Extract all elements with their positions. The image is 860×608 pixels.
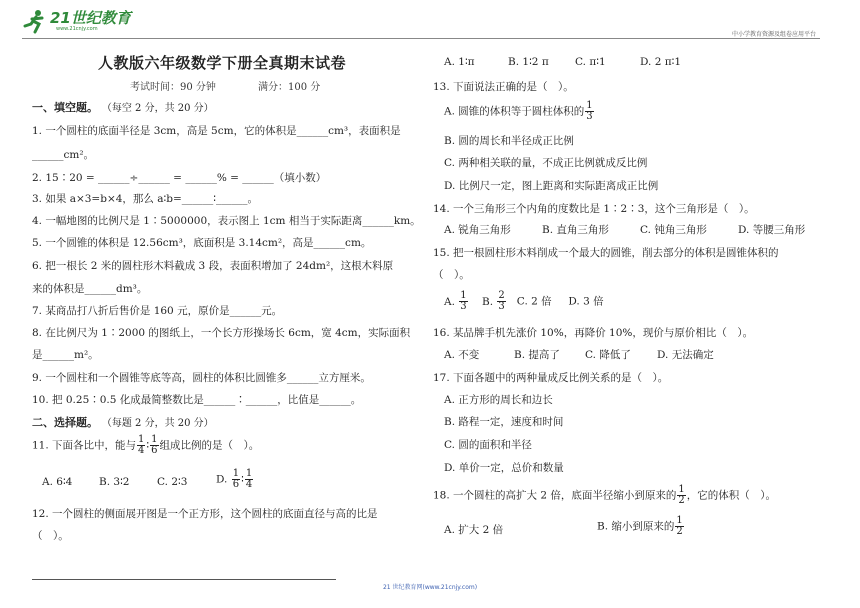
question-9: 9. 一个圆柱和一个圆锥等底等高，圆柱的体积比圆锥多______立方厘米。 (32, 372, 371, 384)
q12-option-a: A. 1∶π (444, 56, 475, 68)
question-2: 2. 15∶20 = ______÷______ = ______% = ______（填小数） (32, 172, 327, 184)
fraction: $\frac{1}{4}$ (138, 434, 145, 456)
footer-link[interactable]: 21 世纪教育网(www.21cnjy.com) (382, 584, 478, 591)
logo-text: 21世纪教育 (50, 9, 131, 27)
question-11: 11. 下面各比中，能与 $\frac{1}{4}$ ∶ $\frac{1}{6}$ 组成比例的是（ ）。 (32, 434, 260, 456)
fraction: $\frac{1}{3}$ (460, 290, 467, 312)
q11-text: 11. 下面各比中，能与 (32, 439, 137, 452)
q17-option-d: D. 单价一定，总价和数量 (444, 462, 564, 474)
q16-option-a: A. 不变 (444, 349, 480, 361)
question-10: 10. 把 0.25∶0.5 化成最简整数比是______∶______，比值是______。 (32, 394, 362, 406)
fraction: $\frac{1}{3}$ (586, 100, 593, 122)
q14-option-a: A. 锐角三角形 (444, 224, 511, 236)
q11-option-b: B. 3∶2 (99, 476, 130, 488)
exam-time: 考试时间：90 分钟 (130, 82, 216, 93)
q12-option-d: D. 2 π∶1 (640, 56, 682, 68)
q11-option-d: D. $\frac{1}{6}$ ∶ $\frac{1}{4}$ (216, 468, 253, 490)
q16-option-d: D. 无法确定 (657, 349, 714, 361)
fraction: $\frac{1}{4}$ (245, 468, 253, 490)
q12-option-b: B. 1∶2 π (508, 56, 549, 68)
q14-option-b: B. 直角三角形 (542, 224, 609, 236)
q17-option-b: B. 路程一定，速度和时间 (444, 416, 564, 428)
q18-option-b: B. 缩小到原来的 $\frac{1}{2}$ (597, 515, 683, 537)
q15-option-d: D. 3 倍 (568, 295, 604, 308)
q15-options (444, 291, 604, 312)
q11-option-c: C. 2∶3 (157, 476, 188, 488)
logo-url: www.21cnjy.com (56, 26, 98, 32)
question-5: 5. 一个圆锥的体积是 12.56cm³，底面积是 3.14cm²，高是______cm。 (32, 237, 372, 249)
section-note: （每空 2 分，共 20 分） (101, 103, 214, 114)
section-fill-blank (32, 99, 214, 115)
header-rule (22, 38, 820, 39)
section-choice (32, 414, 214, 430)
question-13: 13. 下面说法正确的是（ ）。 (433, 81, 574, 93)
fraction: $\frac{1}{2}$ (676, 515, 683, 537)
page-title: 人教版六年级数学下册全真期末试卷 (98, 54, 347, 72)
q11-text-end: 组成比例的是（ ）。 (159, 439, 260, 452)
q13-option-d: D. 比例尺一定，图上距离和实际距离成正比例 (444, 180, 659, 192)
question-8: 8. 在比例尺为 1∶2000 的图纸上，一个长方形操场长 6cm，宽 4cm，实际面积 (32, 327, 411, 339)
question-15-cont: （ ）。 (433, 269, 470, 281)
question-6: 6. 把一根长 2 米的圆柱形木料截成 3 段，表面积增加了 24dm²，这根木料原 (32, 260, 394, 272)
q17-option-a: A. 正方形的周长和边长 (444, 394, 553, 406)
question-1: 1. 一个圆柱的底面半径是 3cm，高是 5cm，它的体积是______cm³，表面积是 (32, 125, 401, 137)
question-12-cont: （ ）。 (32, 530, 69, 542)
fraction: $\frac{1}{6}$ (232, 468, 240, 490)
q17-option-c: C. 圆的面积和半径 (444, 439, 532, 451)
q15-option-b: B. $\frac{2}{3}$ (482, 290, 505, 312)
question-17: 17. 下面各题中的两种量成反比例关系的是（ ）。 (433, 372, 669, 384)
question-7: 7. 某商品打八折后售价是 160 元，原价是______元。 (32, 305, 283, 317)
fraction: $\frac{1}{6}$ (151, 434, 158, 456)
question-6-cont: 来的体积是______dm³。 (32, 283, 148, 295)
platform-label: 中小学教育资源及组卷应用平台 (731, 31, 816, 38)
q12-option-c: C. π∶1 (575, 56, 606, 68)
section-note: （每题 2 分，共 20 分） (101, 418, 214, 429)
question-18: 18. 一个圆柱的高扩大 2 倍，底面半径缩小到原来的 $\frac{1}{2}$ ，它的体积（ ）。 (433, 484, 777, 506)
question-16: 16. 某品牌手机先涨价 10%，再降价 10%，现价与原价相比（ ）。 (433, 327, 754, 339)
section-heading: 一、填空题。 (32, 101, 98, 114)
q13-option-c: C. 两种相关联的量，不成正比例就成反比例 (444, 157, 648, 169)
question-1-cont: ______cm²。 (32, 149, 95, 161)
q13-option-b: B. 圆的周长和半径成正比例 (444, 135, 574, 147)
q14-option-d: D. 等腰三角形 (738, 224, 806, 236)
question-15: 15. 把一根圆柱形木料削成一个最大的圆锥，削去部分的体积是圆锥体积的 (433, 247, 779, 259)
q15-option-c: C. 2 倍 (516, 295, 552, 308)
full-score: 满分：100 分 (258, 82, 321, 93)
q18-option-a: A. 扩大 2 倍 (444, 524, 504, 536)
section-heading: 二、选择题。 (32, 416, 98, 429)
q11-option-a: A. 6∶4 (42, 476, 73, 488)
footer-rule (32, 579, 336, 580)
fraction: $\frac{1}{2}$ (678, 484, 685, 506)
question-14: 14. 一个三角形三个内角的度数比是 1∶2∶3，这个三角形是（ ）。 (433, 203, 755, 215)
runner-icon (22, 8, 48, 34)
question-3: 3. 如果 a×3=b×4，那么 a∶b=______∶______。 (32, 193, 259, 205)
q16-option-c: C. 降低了 (585, 349, 631, 361)
q16-option-b: B. 提高了 (514, 349, 560, 361)
question-8-cont: 是______m²。 (32, 349, 99, 361)
logo (22, 4, 132, 38)
q15-option-a: A. $\frac{1}{3}$ (444, 290, 467, 312)
q13-option-a: A. 圆锥的体积等于圆柱体积的 $\frac{1}{3}$ (444, 100, 593, 122)
fraction: $\frac{2}{3}$ (498, 290, 505, 312)
question-4: 4. 一幅地图的比例尺是 1∶5000000，表示图上 1cm 相当于实际距离______km。 (32, 215, 421, 227)
question-12: 12. 一个圆柱的侧面展开图是一个正方形，这个圆柱的底面直径与高的比是 (32, 508, 378, 520)
q14-option-c: C. 钝角三角形 (640, 224, 707, 236)
